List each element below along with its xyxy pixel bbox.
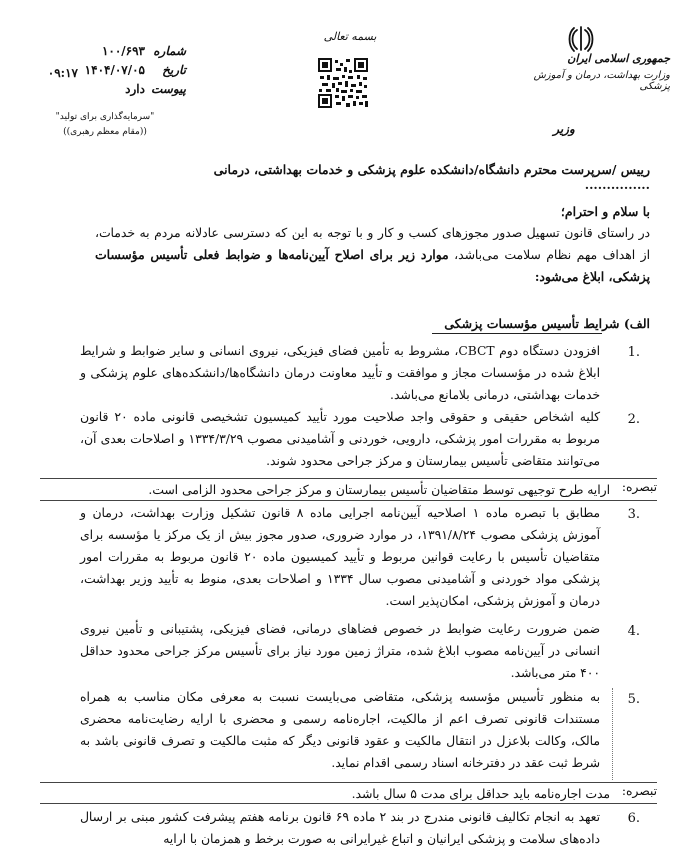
item-number: 3. xyxy=(627,507,640,522)
basmala: بسمه تعالی xyxy=(323,30,377,43)
item-number: 4. xyxy=(627,624,640,639)
number-value: ۱۰۰/۶۹۳ xyxy=(101,44,145,58)
government-name: جمهوری اسلامی ایران xyxy=(567,52,670,65)
date-label: تاریخ xyxy=(162,63,186,77)
date-value: ۱۴۰۴/۰۷/۰۵ xyxy=(84,63,145,77)
intro-paragraph xyxy=(95,222,650,288)
ministry-name: وزارت بهداشت، درمان و آموزش پزشکی xyxy=(533,70,670,92)
note-rule xyxy=(40,500,657,501)
attachment-label: پیوست xyxy=(151,82,186,96)
list-item: تعهد به انجام تکالیف قانونی مندرج در بند ۲ ماده ۶۹ قانون برنامه هفتم پیشرفت کشور مبنی بر ارسال داده‌های سلامت و پزشکی ایرانیان و اتباع غیرایرانی به صورت برخط و همزمان با ارایه xyxy=(80,810,601,846)
note-text: ارایه طرح توجیهی توسط متقاضیان تأسیس بیمارستان و مرکز جراحی محدود الزامی است. xyxy=(148,483,610,497)
note-label: تبصره: xyxy=(621,784,657,798)
emblem-icon xyxy=(567,24,595,54)
item-number: 1. xyxy=(627,345,640,360)
item-number: 5. xyxy=(627,692,640,707)
list-item: مطابق با تبصره ماده ۱ اصلاحیه آیین‌نامه اجرایی ماده ۸ قانون تشکیل وزارت بهداشت، درمان و آموزش پزشکی مصوب ۱۳۹۱/۸/۲۴، در موارد ضروری، صدور مجوز بیش از یک مرکز یا مؤسسه برای متقاضیان تأسیس با رعایت قوانین مربوط و تأیید کمیسیون ماده ۲۰ قانون مربوط به مقررات امور پزشکی مواد خوردنی و آشامیدنی مصوب سال ۱۳۳۴ و اصلاحات بعدی، منوط به تأیید وزیر بهداشت، درمان و آموزش پزشکی، امکان‌پذیر است. xyxy=(80,506,601,608)
list-item: ضمن ضرورت رعایت ضوابط در خصوص فضاهای درمانی، فضای فیزیکی، پشتیبانی و تأمین نیروی انسانی در آیین‌نامه مصوب ابلاغ شده، متراژ زمین مورد نیاز برای تأسیس مرکز جراحی محدود حداقل ۴۰۰ متر می‌باشد. xyxy=(80,622,600,680)
number-label: شماره xyxy=(153,44,186,58)
attachment-value: دارد xyxy=(125,82,145,96)
item-number: 6. xyxy=(627,811,640,826)
list-item: افزودن دستگاه دوم CBCT، مشروط به تأمین فضای فیزیکی، نیروی انسانی و سایر ضوابط و شرایط ابلاغ شده در مؤسسات مجاز و موافقت و تأیید معاونت درمان دانشگاه‌ها/دانشکده‌های علوم پزشکی و خدمات بهداشتی، درمانی بلامانع می‌باشد. xyxy=(80,344,600,402)
item-number: 2. xyxy=(627,412,640,427)
note-rule xyxy=(40,803,657,804)
intro-bold-text: موارد زیر برای اصلاح آیین‌نامه‌ها و ضوابط فعلی تأسیس مؤسسات پزشکی، ابلاغ می‌شود: xyxy=(95,247,650,284)
intro-text: در راستای قانون تسهیل صدور مجوزهای کسب و کار و با توجه به این که دسترسی عادلانه مردم به خدمات، از اهداف مهم نظام سلامت می‌باشد، xyxy=(95,226,651,262)
note-rule xyxy=(40,782,657,783)
list-item: به منظور تأسیس مؤسسه پزشکی، متقاضی می‌بایست نسبت به معرفی مکان مناسب به همراه مستندات قانونی تصرف اعم از مالکیت، اجاره‌نامه رسمی و محضری با ارایه رضایت‌نامه محضری مالک، وکالت بلاعزل در انتقال مالکیت و عقود قانونی دیگر که مثبت مالکیت و تصرف قانونی باشد به شرط ثبت عقد در دفترخانه اسناد رسمی اقدام نماید. xyxy=(80,690,600,770)
qr-code xyxy=(318,58,368,108)
greeting: با سلام و احترام؛ xyxy=(560,204,650,219)
recipient-line: رییس /سرپرست محترم دانشگاه/دانشکده علوم پزشکی و خدمات بهداشتی، درمانی ............... xyxy=(213,162,650,192)
note-label: تبصره: xyxy=(621,480,657,494)
section-title: الف) شرایط تأسیس مؤسسات پزشکی xyxy=(444,316,650,331)
slogan: "سرمایه‌گذاری برای تولید" xyxy=(55,112,155,122)
note-rule xyxy=(40,478,657,479)
time-value: ۰۹:۱۷ xyxy=(47,66,78,80)
section-underline xyxy=(432,333,602,334)
list-item: کلیه اشخاص حقیقی و حقوقی واجد صلاحیت مورد تأیید کمیسیون تشخیصی قانونی ماده ۲۰ قانون مربوط به مقررات امور پزشکی، دارویی، خوردنی و آشامیدنی مصوب ۱۳۳۴/۳/۲۹ و اصلاحات بعدی آن، می‌توانند متقاضی تأسیس بیمارستان و مرکز جراحی محدود شوند. xyxy=(80,410,600,468)
slogan-source: ((مقام معظم رهبری)) xyxy=(63,127,147,137)
minister-title: وزیر xyxy=(553,122,575,136)
note-text: مدت اجاره‌نامه باید حداقل برای مدت ۵ سال باشد. xyxy=(351,787,610,801)
